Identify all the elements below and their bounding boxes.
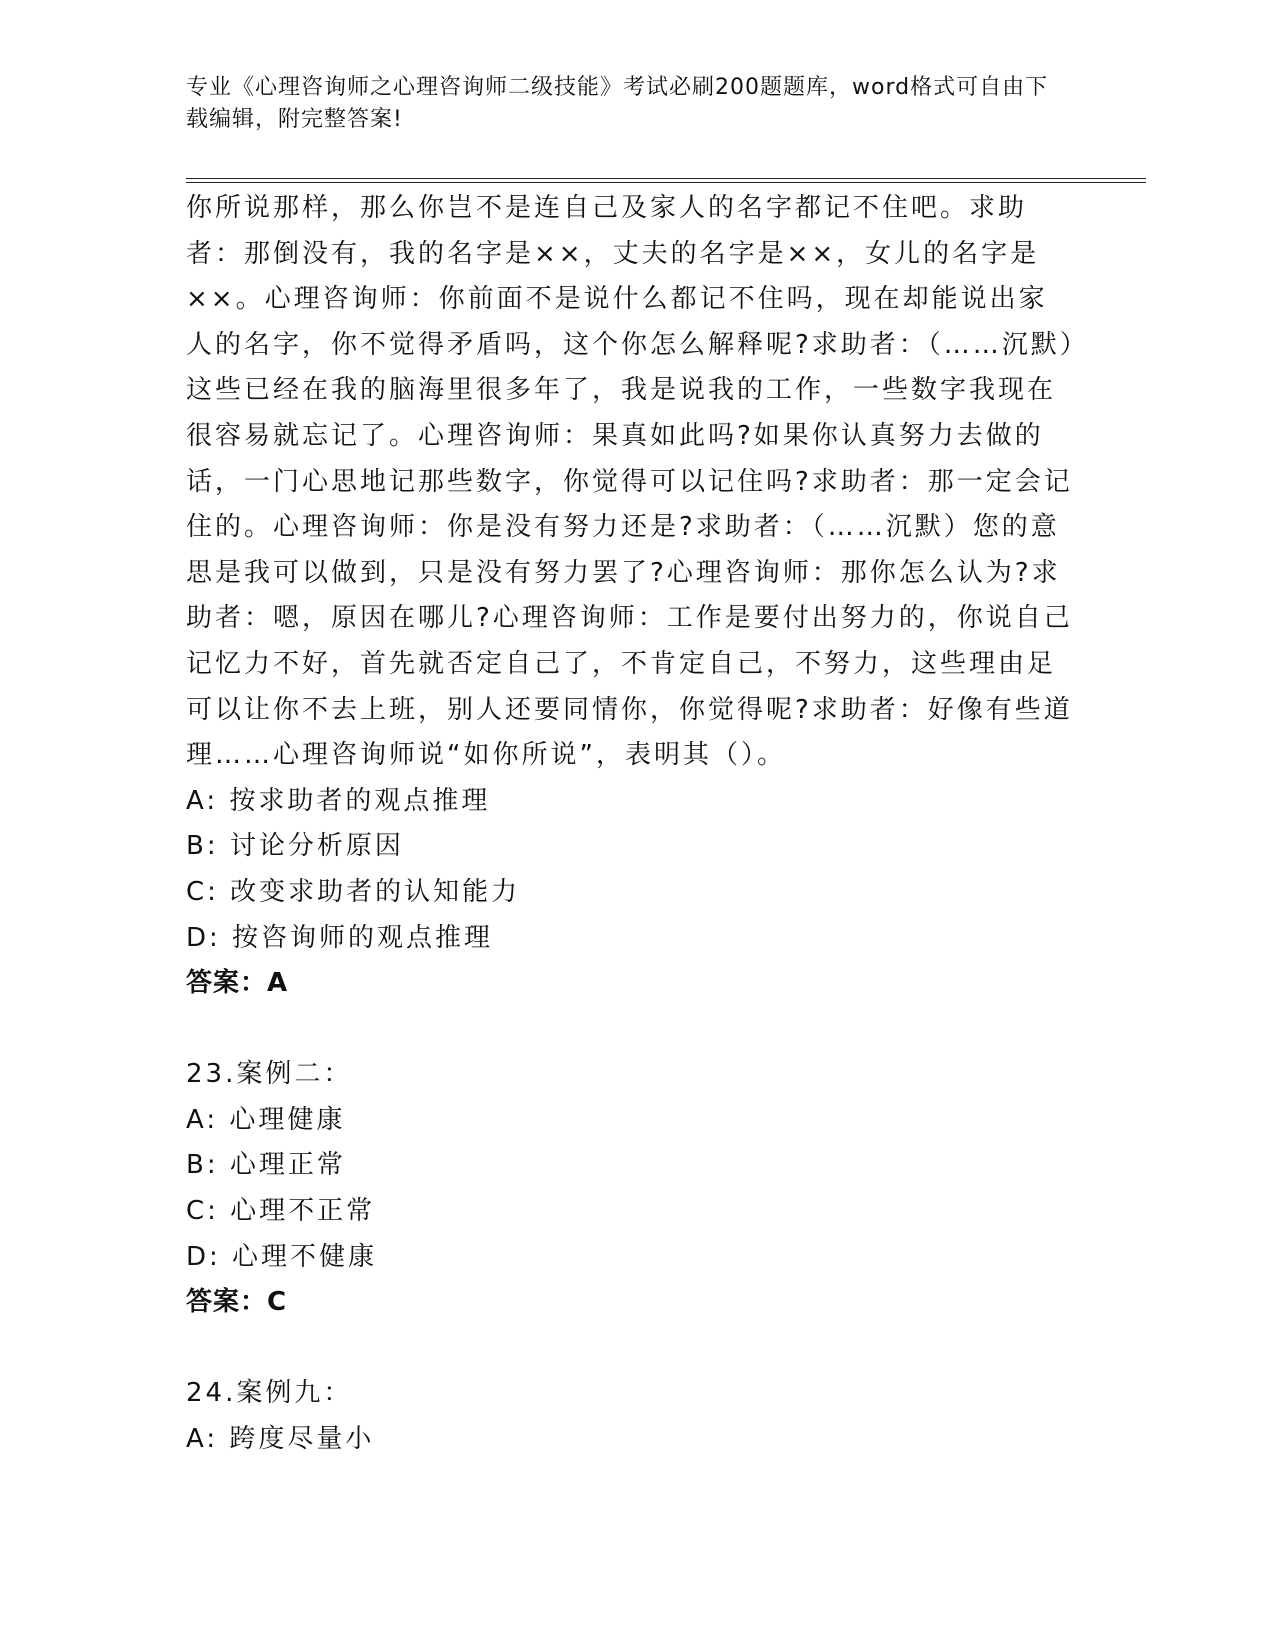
question-23-title: 23.案例二：: [186, 1059, 353, 1090]
question-22-option-d: D: 按咨询师的观点推理: [186, 922, 494, 953]
question-23-option-d: D: 心理不健康: [186, 1241, 378, 1272]
header-divider: [186, 178, 1146, 183]
document-body: [186, 186, 1076, 1463]
spacer: [186, 1007, 1076, 1053]
header-title: 专业《心理咨询师之心理咨询师二级技能》考试必刷200题题库，word格式可自由下载编辑，附完整答案!: [186, 75, 1049, 132]
document-header: [186, 72, 1066, 136]
question-22-option-b: B: 讨论分析原因: [186, 831, 404, 862]
question-22-option-c: C: 改变求助者的认知能力: [186, 876, 521, 907]
spacer: [186, 1326, 1076, 1372]
question-22-option-a: A: 按求助者的观点推理: [186, 785, 491, 816]
question-23-answer: 答案：C: [186, 1287, 288, 1318]
question-23-option-c: C: 心理不正常: [186, 1196, 376, 1227]
question-24-title: 24.案例九：: [186, 1378, 353, 1409]
question-23-option-b: B: 心理正常: [186, 1150, 346, 1181]
question-22-stem: 你所说那样，那么你岂不是连自己及家人的名字都记不住吧。求助者：那倒没有，我的名字是××，丈夫的名字是××，女儿的名字是××。心理咨询师：你前面不是说什么都记不住吗，现在却能说出家人的名字，你不觉得矛盾吗，这个你怎么解释呢?求助者：（……沉默）这些已经在我的脑海里很多年了，我是说我的工作，一些数字我现在很容易就忘记了。心理咨询师：果真如此吗?如果你认真努力去做的话，一门心思地记那些数字，你觉得可以记住吗?求助者：那一定会记住的。心理咨询师：你是没有努力还是?求助者：（……沉默）您的意思是我可以做到，只是没有努力罢了?心理咨询师：那你怎么认为?求助者：嗯，原因在哪儿?心理咨询师：工作是要付出努力的，你说自己记忆力不好，首先就否定自己了，不肯定自己，不努力，这些理由足可以让你不去上班，别人还要同情你，你觉得呢?求助者：好像有些道理……心理咨询师说“如你所说”，表明其（）。: [186, 193, 1076, 771]
question-22-answer: 答案：A: [186, 968, 289, 999]
question-24-option-a: A: 跨度尽量小: [186, 1424, 375, 1455]
question-23-option-a: A: 心理健康: [186, 1104, 346, 1135]
